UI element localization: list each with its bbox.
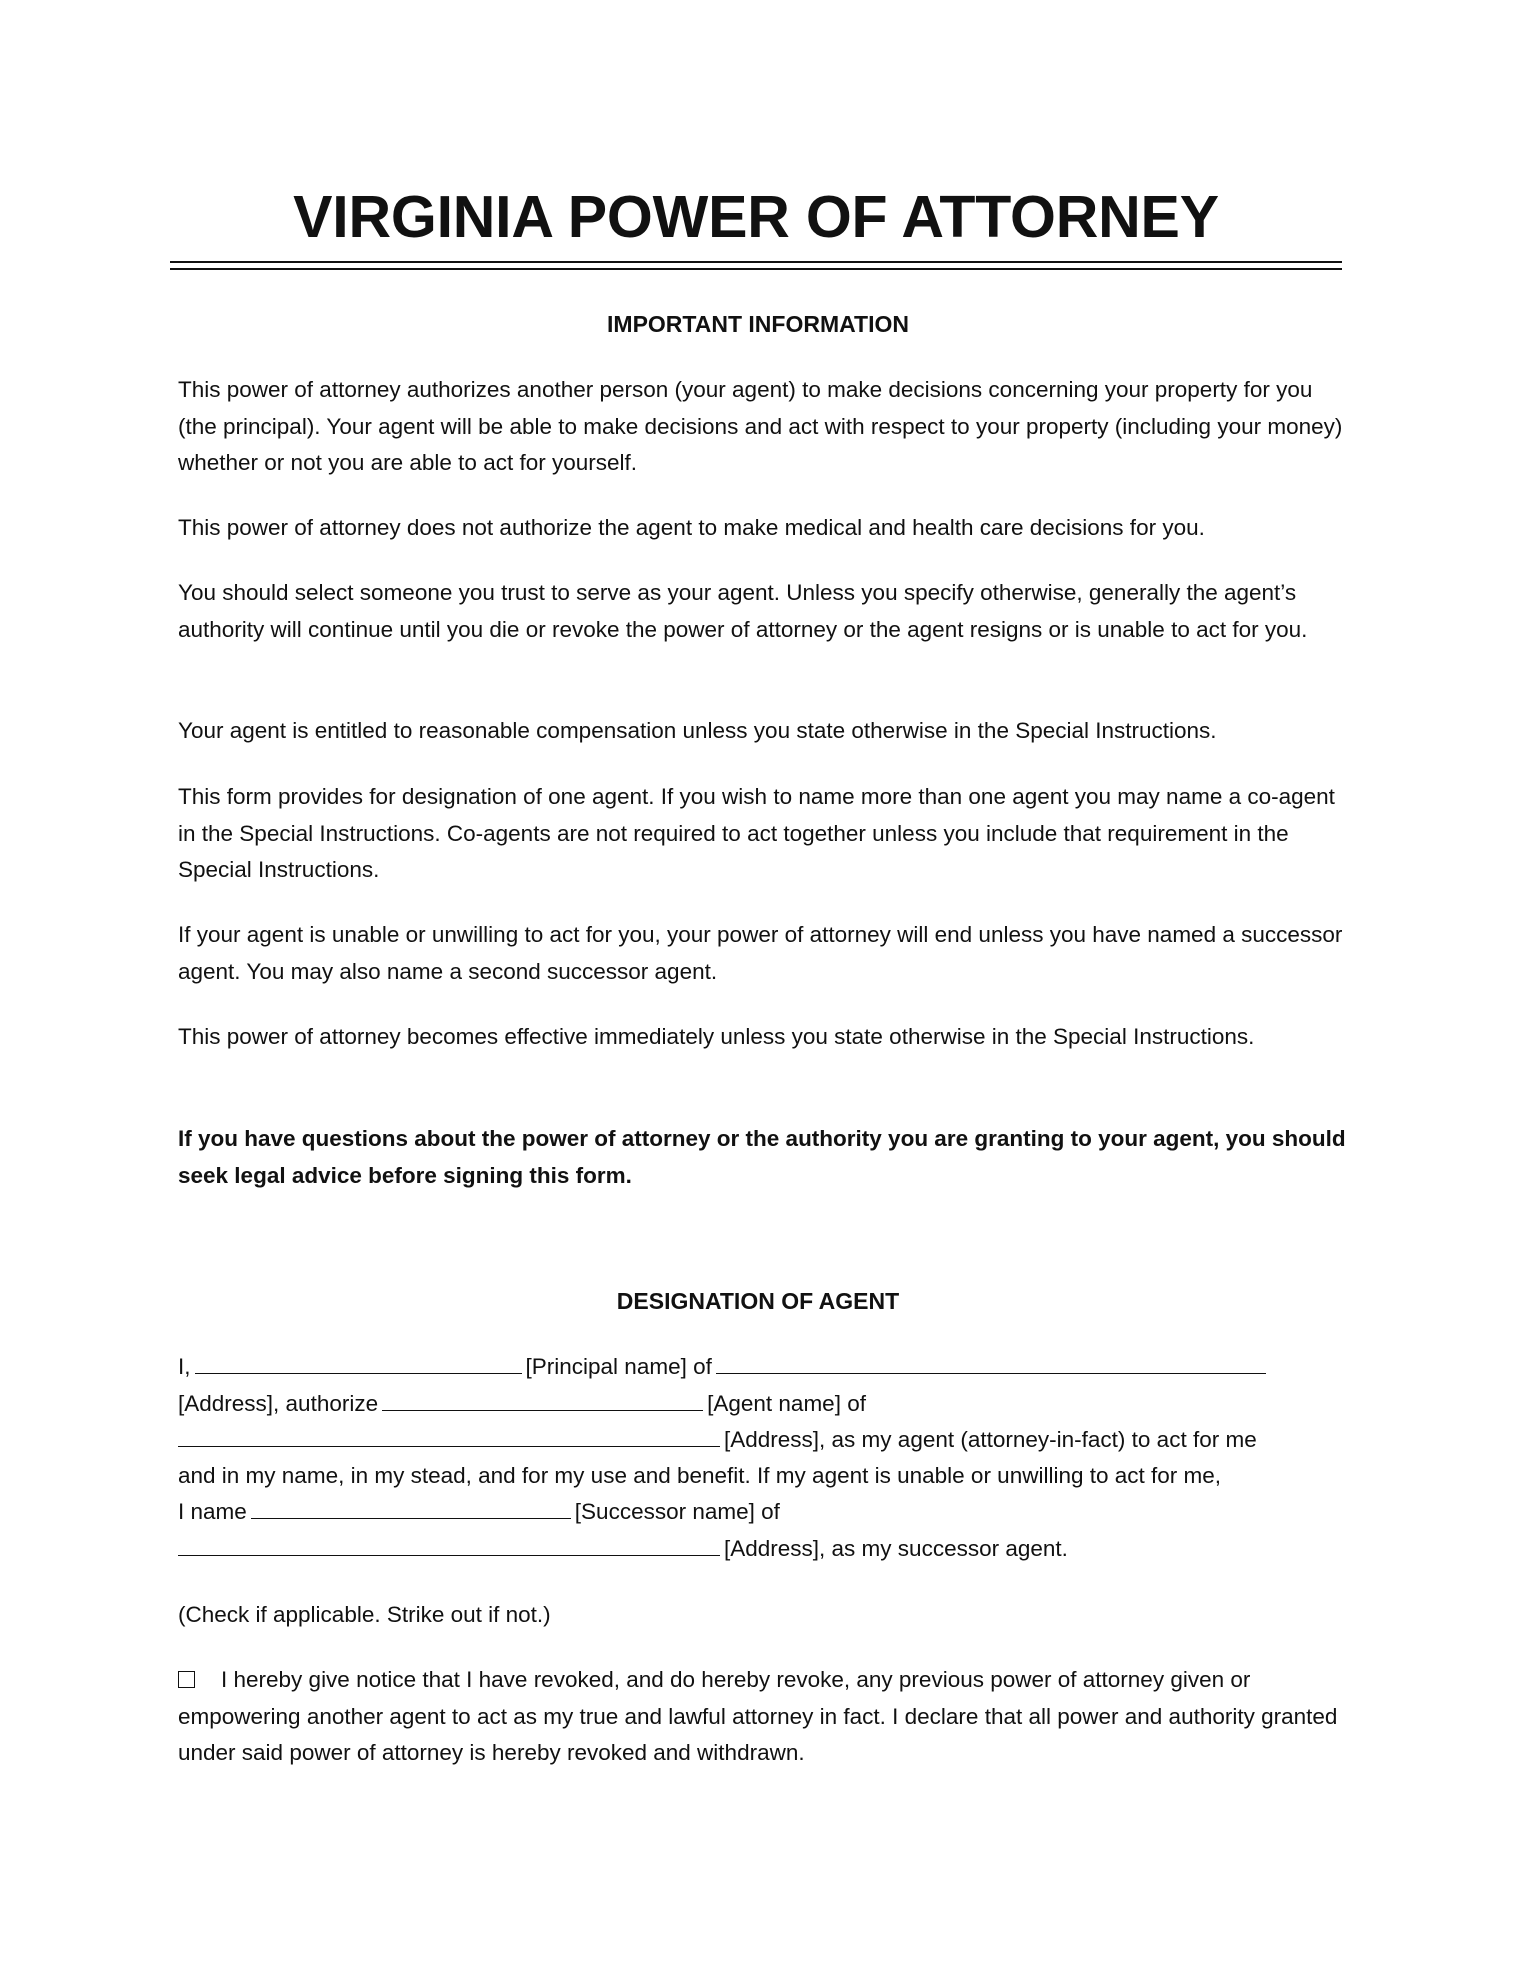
paragraph-select-agent: You should select someone you trust to serve as your agent. Unless you specify otherwise, generally the agent’s authority will continue until you die or revoke the power of attorney or the agent resigns or is unable to act for you. — [178, 580, 1308, 642]
title-rule-upper — [170, 261, 1342, 263]
successor-name-field[interactable] — [251, 1494, 571, 1519]
designation-line-4: and in my name, in my stead, and for my use and benefit. If my agent is unable or unwilling to act for me, — [178, 1463, 1222, 1488]
designation-line-1: I, [Principal name] of — [178, 1349, 1270, 1386]
designation-line-2: [Address], authorize [Agent name] of — [178, 1386, 866, 1423]
designation-line-6: [Address], as my successor agent. — [178, 1531, 1068, 1568]
paragraph-authorization: This power of attorney authorizes another person (your agent) to make decisions concerning your property for you (the principal). Your agent will be able to make decisions and act with respect to your property (including your money) whether or not you are able to act for yourself. — [178, 377, 1343, 475]
title-rule-lower — [170, 268, 1342, 270]
principal-address-field[interactable] — [716, 1349, 1266, 1374]
designation-heading: DESIGNATION OF AGENT — [616, 1288, 900, 1314]
paragraph-compensation: Your agent is entitled to reasonable compensation unless you state otherwise in the Special Instructions. — [178, 718, 1217, 743]
revocation-clause — [178, 1662, 1350, 1772]
designation-line-5: I name [Successor name] of — [178, 1494, 780, 1531]
paragraph-effective: This power of attorney becomes effective immediately unless you state otherwise in the Special Instructions. — [178, 1024, 1255, 1049]
principal-name-field[interactable] — [195, 1349, 522, 1374]
document-title: VIRGINIA POWER OF ATTORNEY — [293, 184, 1219, 250]
paragraph-successor: If your agent is unable or unwilling to act for you, your power of attorney will end unless you have named a successor agent. You may also name a second successor agent. — [178, 922, 1343, 984]
important-information-heading: IMPORTANT INFORMATION — [607, 311, 909, 337]
revocation-checkbox[interactable] — [178, 1671, 195, 1688]
designation-line-3: [Address], as my agent (attorney-in-fact) to act for me — [178, 1422, 1257, 1459]
agent-address-field[interactable] — [178, 1422, 720, 1447]
agent-name-field[interactable] — [382, 1386, 703, 1411]
legal-advice-warning: If you have questions about the power of attorney or the authority you are granting to your agent, you should seek legal advice before signing this form. — [178, 1126, 1346, 1188]
paragraph-co-agent: This form provides for designation of one agent. If you wish to name more than one agent you may name a co-agent in the Special Instructions. Co-agents are not required to act together unless you include that requirement in the Special Instructions. — [178, 784, 1335, 882]
check-instruction: (Check if applicable. Strike out if not.) — [178, 1602, 551, 1627]
paragraph-no-medical: This power of attorney does not authorize the agent to make medical and health care decisions for you. — [178, 515, 1205, 540]
successor-address-field[interactable] — [178, 1531, 720, 1556]
revocation-text: I hereby give notice that I have revoked, and do hereby revoke, any previous power of attorney given or empowering another agent to act as my true and lawful attorney in fact. I declare that all power and authority granted under said power of attorney is hereby revoked and withdrawn. — [178, 1667, 1338, 1765]
